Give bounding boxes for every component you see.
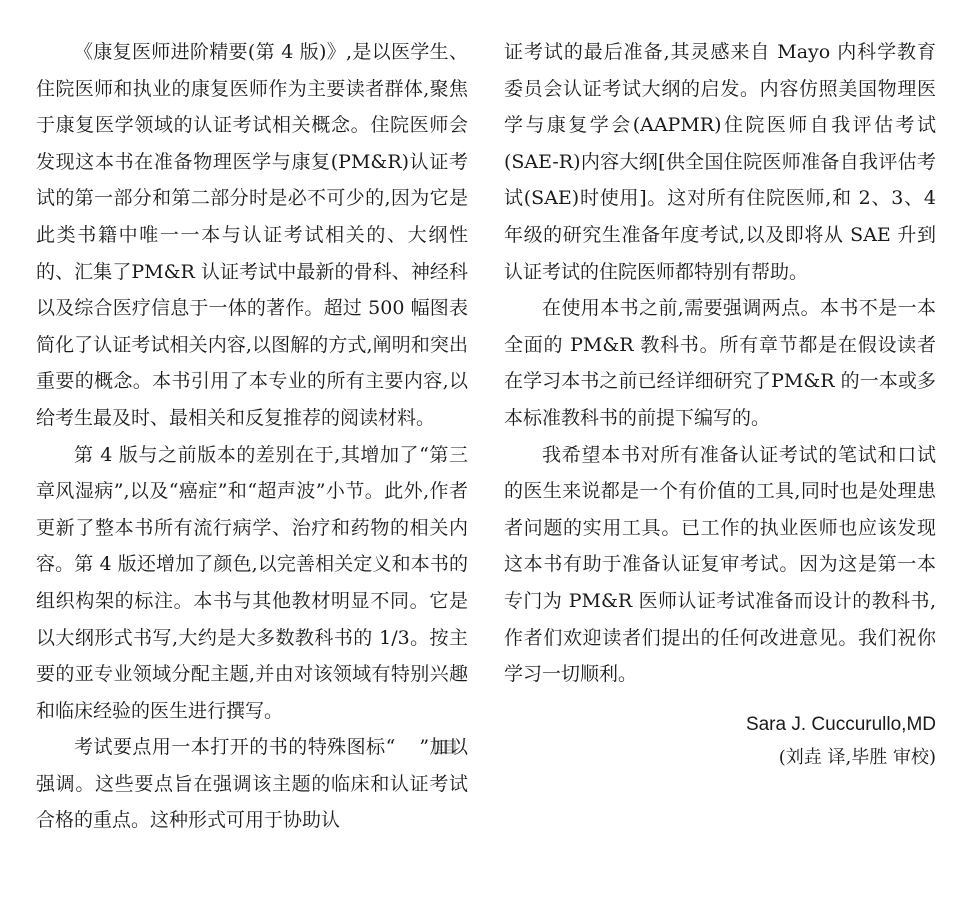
author-signature: Sara J. Cuccurullo,MD — [745, 713, 936, 735]
left-column — [36, 34, 468, 894]
paragraph-usage-notes: 在使用本书之前,需要强调两点。本书不是一本全面的 PM&R 教科书。所有章节都是在假设读者在学习本书之前已经详细研究了PM&R 的一本或多本标准教科书的前提下编写的。 — [504, 297, 936, 429]
paragraph-intro: 《康复医师进阶精要(第 4 版)》,是以医学生、住院医师和执业的康复医师作为主要读者群体,聚焦于康复医学领域的认证考试相关概念。住院医师会发现这本书在准备物理医学与康复(PM&R)认证考试的第一部分和第二部分时是必不可少的,因为它是此类书籍中唯一一本与认证考试相关的、大纲性的、汇集了PM&R 认证考试中最新的骨科、神经科以及综合医疗信息于一体的著作。超过 500 幅图表简化了认证考试相关内容,以图解的方式,阐明和突出重要的概念。本书引用了本专业的所有主要内容,以给考生最及时、最相关和反复推荐的阅读材料。 — [36, 41, 468, 429]
open-book-icon — [396, 730, 418, 744]
paragraph-intro-continued: 证考试的最后准备,其灵感来自 Mayo 内科学教育委员会认证考试大纲的启发。内容仿照美国物理医学与康复学会(AAPMR)住院医师自我评估考试(SAE-R)内容大纲[供全国住院医师准备自我评估考试(SAE)时使用]。这对所有住院医师,和 2、3、4 年级的研究生准备年度考试,以及即将从 SAE 升到认证考试的住院医师都特别有帮助。 — [504, 41, 936, 283]
paragraph-exam-points — [36, 729, 468, 839]
exam-points-text-after: ”加以强调。这些要点旨在强调该主题的临床和认证考试合格的重点。这种形式可用于协助认 — [36, 736, 468, 832]
exam-points-text-before: 考试要点用一本打开的书的特殊图标“ — [74, 736, 396, 759]
paragraph-closing: 我希望本书对所有准备认证考试的笔试和口试的医生来说都是一个有价值的工具,同时也是处理患者问题的实用工具。已工作的执业医师也应该发现这本书有助于准备认证复审考试。因为这是第一本专门为 PM&R 医师认证考试准备而设计的教科书,作者们欢迎读者们提出的任何改进意见。我们祝你学习一切顺利。 — [504, 443, 936, 686]
paragraph-edition-changes: 第 4 版与之前版本的差别在于,其增加了“第三章风湿病”,以及“癌症”和“超声波”小节。此外,作者更新了整本书所有流行病学、治疗和药物的相关内容。第 4 版还增加了颜色,以完善相关定义和本书的组织构架的标注。本书与其他教材明显不同。它是以大纲形式书写,大约是大多数教科书的 1/3。按主要的亚专业领域分配主题,并由对该领域有特别兴趣和临床经验的医生进行撰写。 — [36, 443, 468, 722]
preface-page — [36, 34, 936, 894]
translator-credit: (刘垚 译,毕胜 审校) — [778, 746, 936, 768]
right-column — [504, 34, 936, 894]
